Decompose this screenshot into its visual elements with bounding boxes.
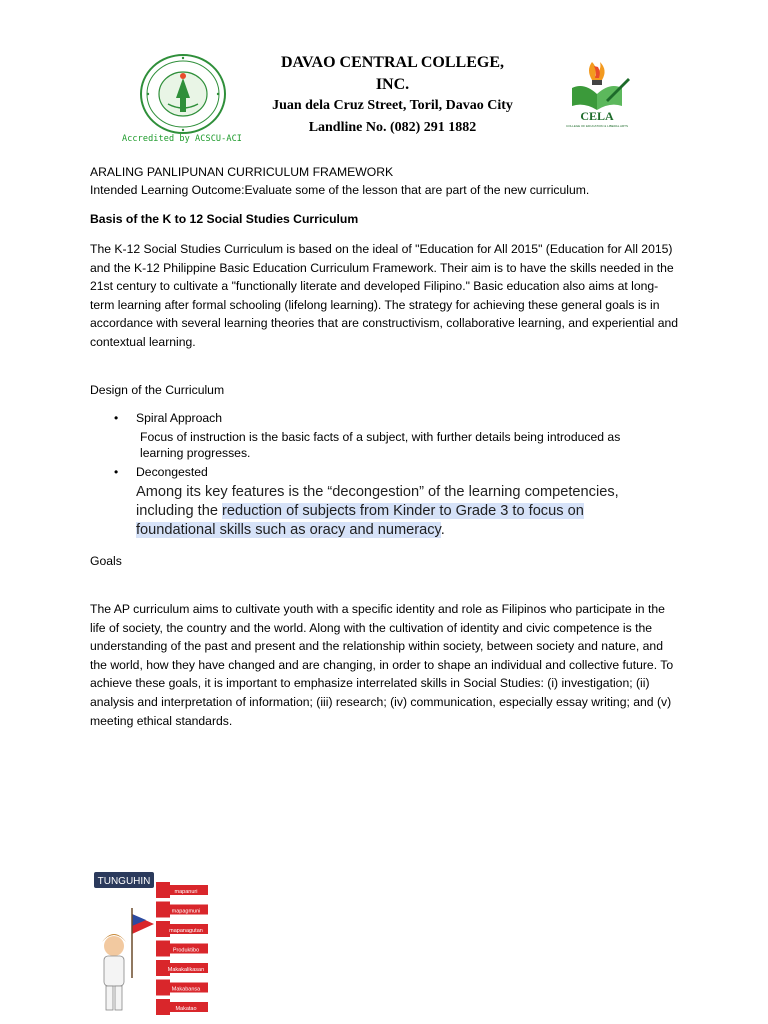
bullet-spiral-label: Spiral Approach — [136, 411, 223, 425]
college-address: Juan dela Cruz Street, Toril, Davao City — [272, 98, 513, 113]
college-name — [250, 52, 535, 96]
basis-heading: Basis of the K to 12 Social Studies Curriculum — [90, 212, 359, 226]
accreditation-note: Accredited by ACSCU-ACI — [122, 134, 243, 144]
bullet-marker: • — [114, 411, 119, 425]
tunguhin-infographic — [90, 868, 218, 1024]
cela-logo-text: CELA — [580, 109, 614, 123]
item-label: mapanagutan — [169, 928, 203, 934]
college-seal-icon — [138, 52, 228, 136]
design-heading: Design of the Curriculum — [90, 383, 225, 397]
document-title: ARALING PANLIPUNAN CURRICULUM FRAMEWORK — [90, 165, 394, 179]
item-label: Produktibo — [172, 947, 200, 954]
infographic-item — [156, 941, 208, 957]
item-label: mapagmuni — [171, 908, 201, 915]
bullet-spiral-desc: Focus of instruction is the basic facts of a subject, with further details being introduced as learning progresses. — [140, 430, 621, 460]
infographic-items — [156, 882, 208, 1015]
infographic-item — [156, 882, 208, 898]
bullet-decongested-desc — [136, 483, 636, 540]
infographic-item — [156, 921, 208, 937]
cela-logo-icon — [562, 58, 632, 130]
basis-paragraph: The K-12 Social Studies Curriculum is based on the ideal of "Education for All 2015" (Education for All 2015) and the K-12 Philippine Basic Education Curriculum Framework. Their aim is to have the skills needed in the 21st century to cultivate a "functionally literate and developed Filipino." Basic education also aims at long-term learning after formal schooling (lifelong learning). The strategy for achieving these general goals is in accordance with several learning theories that are constructivism, collaborative learning, and experiential and contextual learning. — [90, 242, 679, 349]
item-label: Makakalikasan — [167, 967, 205, 973]
infographic-item — [156, 902, 208, 918]
cela-logo-subtext: COLLEGE OF EDUCATION & LIBERAL ARTS — [566, 124, 628, 128]
highlighted-text: reduction of subjects from Kinder to Grade 3 to focus on foundational skills such as oracy and numeracy — [136, 503, 584, 538]
item-label: Makatao — [175, 1006, 197, 1012]
college-name-line2: INC. — [375, 76, 410, 93]
bullet-decongested-label: Decongested — [136, 465, 208, 479]
goals-heading: Goals — [90, 554, 122, 568]
item-label: mapanuri — [174, 889, 198, 895]
infographic-item — [156, 980, 208, 996]
college-name-line1: DAVAO CENTRAL COLLEGE, — [280, 54, 505, 71]
decongested-text-end: . — [440, 522, 445, 538]
learning-outcome: Intended Learning Outcome:Evaluate some of the lesson that are part of the new curriculum. — [90, 183, 590, 197]
item-label: Makabansa — [171, 986, 201, 993]
goals-paragraph: The AP curriculum aims to cultivate youth with a specific identity and role as Filipinos who participate in the life of society, the country and the world. Along with the cultivation of identity and civic competence is the understanding of the past and present and the relationship within society, between society and nature, and the world, how they have changed and are changing, in order to shape an individual and collective future. To achieve these goals, it is important to emphasize interrelated skills in Social Studies: (i) investigation; (ii) analysis and interpretation of information; (iii) research; (iv) communication, especially essay writing; and (v) meeting ethical standards. — [90, 602, 674, 728]
decongested-text: Among its key features is the “decongestion” of the learning competencies, including the — [136, 484, 619, 519]
infographic-item — [156, 960, 208, 976]
bullet-marker: • — [114, 465, 119, 479]
infographic-item — [156, 999, 208, 1015]
college-landline: Landline No. (082) 291 1882 — [308, 120, 477, 135]
infographic-title: TUNGUHIN — [97, 876, 151, 887]
